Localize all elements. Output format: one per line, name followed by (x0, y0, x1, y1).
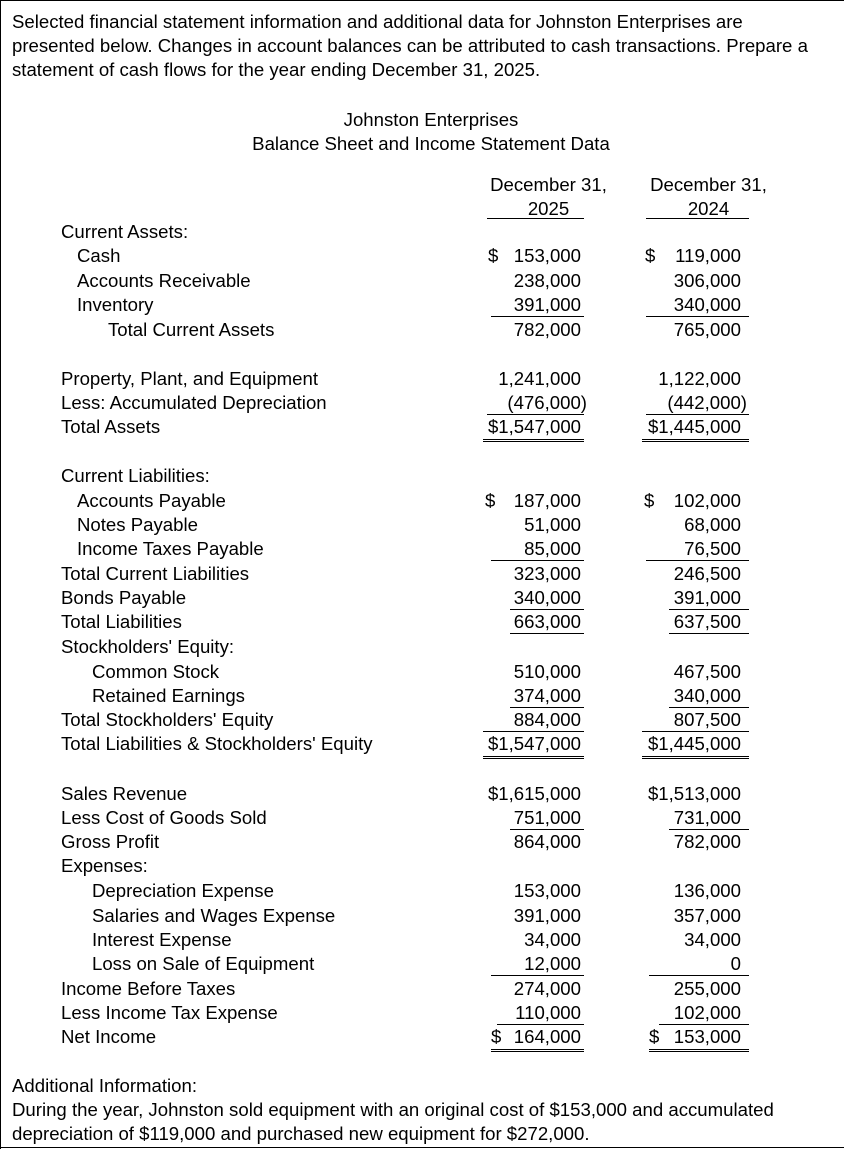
value-2025: 884,000 (513, 709, 581, 730)
row-accounts-payable (1, 489, 844, 513)
additional-text: During the year, Johnston sold equipment with an original cost of $153,000 and accumulated depreciation of $119,000 and purchased new equipment for $272,000. (12, 1099, 774, 1144)
value-2025: 1,241,000 (498, 368, 581, 389)
dollar-sign-2024: $ (644, 490, 655, 511)
col-2025-header-line1: December 31, (490, 174, 607, 195)
value-2024: 467,500 (673, 661, 741, 682)
row-label: Total Stockholders' Equity (61, 709, 274, 730)
value-2025: 323,000 (513, 563, 581, 584)
dollar-sign-2025: $ (485, 490, 496, 511)
row-common-stock (1, 660, 844, 684)
value-2025: 391,000 (513, 905, 581, 926)
row-total-liabilities-equity (1, 732, 844, 756)
underline-2024 (669, 633, 749, 634)
row-label: Net Income (61, 1026, 157, 1047)
row-label: Income Taxes Payable (77, 538, 264, 559)
double-underline-2025-b (483, 758, 584, 759)
value-2025: 153,000 (513, 245, 581, 266)
row-current-assets-heading (1, 220, 844, 244)
underline-2025 (491, 316, 584, 317)
row-label: Depreciation Expense (92, 880, 274, 901)
row-label: Bonds Payable (61, 587, 187, 608)
value-2025: 510,000 (513, 661, 581, 682)
row-expenses-heading (1, 854, 844, 878)
value-2025: $1,547,000 (487, 733, 581, 754)
value-2025: 12,000 (524, 953, 581, 974)
row-label: Salaries and Wages Expense (92, 905, 336, 926)
value-2024: 102,000 (673, 490, 741, 511)
row-accounts-receivable (1, 269, 844, 293)
value-2024: 731,000 (673, 807, 741, 828)
value-2024: 306,000 (673, 270, 741, 291)
row-label: Total Current Assets (108, 319, 275, 340)
value-2025: (476,000) (507, 392, 587, 413)
row-label: Income Before Taxes (61, 978, 236, 999)
value-2025: 340,000 (513, 587, 581, 608)
row-label: Less: Accumulated Depreciation (61, 392, 327, 413)
double-underline-2025-a (491, 1049, 584, 1050)
row-label: Inventory (77, 294, 154, 315)
row-cost-of-goods-sold (1, 806, 844, 830)
row-label: Current Assets: (61, 221, 189, 242)
row-label: Interest Expense (92, 929, 232, 950)
row-label: Cash (77, 245, 121, 266)
row-total-current-liabilities (1, 562, 844, 586)
value-2025: 187,000 (513, 490, 581, 511)
company-name: Johnston Enterprises (343, 109, 519, 130)
row-gross-profit (1, 830, 844, 854)
value-2024: $1,445,000 (647, 416, 741, 437)
row-total-assets (1, 415, 844, 439)
row-total-liabilities (1, 610, 844, 634)
row-label: Total Assets (61, 416, 161, 437)
value-2024: 255,000 (673, 978, 741, 999)
value-2024: 34,000 (684, 929, 741, 950)
col-2024-header-year: 2024 (687, 198, 730, 219)
row-label: Less Cost of Goods Sold (61, 807, 267, 828)
row-label: Notes Payable (77, 514, 198, 535)
double-underline-2024-b (642, 441, 749, 442)
value-2024: $1,513,000 (647, 783, 741, 804)
row-label: Current Liabilities: (61, 465, 210, 486)
row-current-liabilities-heading (1, 464, 844, 488)
value-2024: 136,000 (673, 880, 741, 901)
row-sales-revenue (1, 782, 844, 806)
value-2025: 164,000 (513, 1026, 581, 1047)
row-label: Loss on Sale of Equipment (92, 953, 315, 974)
value-2024: 0 (730, 953, 741, 974)
value-2024: 153,000 (673, 1026, 741, 1047)
value-2024: (442,000) (667, 392, 747, 413)
row-label: Less Income Tax Expense (61, 1002, 278, 1023)
col-2025-header-year: 2025 (527, 198, 570, 219)
value-2024: 340,000 (673, 685, 741, 706)
value-2024: 807,500 (673, 709, 741, 730)
underline-2025 (491, 560, 584, 561)
value-2024: 391,000 (673, 587, 741, 608)
row-label: Sales Revenue (61, 783, 188, 804)
row-label: Total Current Liabilities (61, 563, 250, 584)
row-stockholders-equity-heading (1, 635, 844, 659)
row-depreciation-expense (1, 879, 844, 903)
value-2024: 340,000 (673, 294, 741, 315)
row-income-tax-expense (1, 1001, 844, 1025)
row-accumulated-depreciation (1, 391, 844, 415)
double-underline-2024-a (649, 1049, 749, 1050)
problem-intro: Selected financial statement information and additional data for Johnston Enterprises are presented below. Changes in account balances can be attributed to cash transactions. Prepare a statement of cash flows for the year ending December 31, 2025. (12, 11, 808, 80)
underline-2025 (510, 633, 584, 634)
double-underline-2024-b (642, 758, 749, 759)
value-2025: $1,547,000 (487, 416, 581, 437)
row-loss-on-sale (1, 952, 844, 976)
row-interest-expense (1, 928, 844, 952)
value-2024: 357,000 (673, 905, 741, 926)
row-label: Total Liabilities (61, 611, 182, 632)
double-underline-2025-a (483, 756, 584, 757)
dollar-sign-2025: $ (488, 245, 499, 266)
row-label: Common Stock (92, 661, 220, 682)
dollar-sign-2025: $ (491, 1026, 502, 1047)
value-2024: 1,122,000 (658, 368, 741, 389)
double-underline-2025-a (483, 439, 584, 440)
value-2025: 153,000 (513, 880, 581, 901)
double-underline-2024-a (642, 439, 749, 440)
value-2024: 68,000 (684, 514, 741, 535)
value-2024: $1,445,000 (647, 733, 741, 754)
value-2025: 751,000 (513, 807, 581, 828)
value-2025: 51,000 (524, 514, 581, 535)
row-label: Stockholders' Equity: (61, 636, 235, 657)
value-2025: 782,000 (513, 319, 581, 340)
bottom-border (1, 1147, 844, 1148)
col-2024-header-underline (646, 218, 749, 219)
underline-2024 (649, 975, 749, 976)
row-label: Retained Earnings (92, 685, 245, 706)
value-2024: 246,500 (673, 563, 741, 584)
row-label: Expenses: (61, 855, 148, 876)
dollar-sign-2024: $ (649, 1026, 660, 1047)
value-2025: 85,000 (524, 538, 581, 559)
additional-information (12, 1074, 844, 1146)
row-bonds-payable (1, 586, 844, 610)
dollar-sign-2024: $ (645, 245, 656, 266)
underline-2025 (491, 975, 584, 976)
row-inventory (1, 293, 844, 317)
double-underline-2025-b (491, 1051, 584, 1052)
value-2024: 782,000 (673, 831, 741, 852)
row-retained-earnings (1, 684, 844, 708)
row-cash (1, 244, 844, 268)
row-label: Property, Plant, and Equipment (61, 368, 319, 389)
double-underline-2024-b (649, 1051, 749, 1052)
row-label: Gross Profit (61, 831, 160, 852)
row-total-stockholders-equity (1, 708, 844, 732)
value-2024: 765,000 (673, 319, 741, 340)
row-label: Total Liabilities & Stockholders' Equity (61, 733, 373, 754)
row-salaries-wages-expense (1, 904, 844, 928)
col-2024-header-line1: December 31, (650, 174, 767, 195)
value-2024: 119,000 (675, 245, 741, 266)
value-2025: 663,000 (513, 611, 581, 632)
row-total-current-assets (1, 318, 844, 342)
row-net-income (1, 1025, 844, 1049)
value-2024: 102,000 (673, 1002, 741, 1023)
row-label: Accounts Receivable (77, 270, 251, 291)
value-2025: 274,000 (513, 978, 581, 999)
underline-2024 (646, 316, 749, 317)
value-2025: 110,000 (515, 1002, 581, 1023)
row-ppe (1, 367, 844, 391)
value-2025: 391,000 (513, 294, 581, 315)
statement-subtitle: Balance Sheet and Income Statement Data (252, 133, 610, 154)
value-2025: 864,000 (513, 831, 581, 852)
value-2025: 34,000 (524, 929, 581, 950)
col-2025-header-underline (487, 218, 584, 219)
row-notes-payable (1, 513, 844, 537)
additional-heading: Additional Information: (12, 1075, 198, 1096)
value-2024: 76,500 (684, 538, 741, 559)
value-2025: 374,000 (513, 685, 581, 706)
underline-2024 (646, 560, 749, 561)
row-income-taxes-payable (1, 537, 844, 561)
value-2024: 637,500 (673, 611, 741, 632)
double-underline-2025-b (483, 441, 584, 442)
value-2025: 238,000 (513, 270, 581, 291)
value-2025: $1,615,000 (487, 783, 581, 804)
row-income-before-taxes (1, 977, 844, 1001)
row-label: Accounts Payable (77, 490, 226, 511)
double-underline-2024-a (642, 756, 749, 757)
